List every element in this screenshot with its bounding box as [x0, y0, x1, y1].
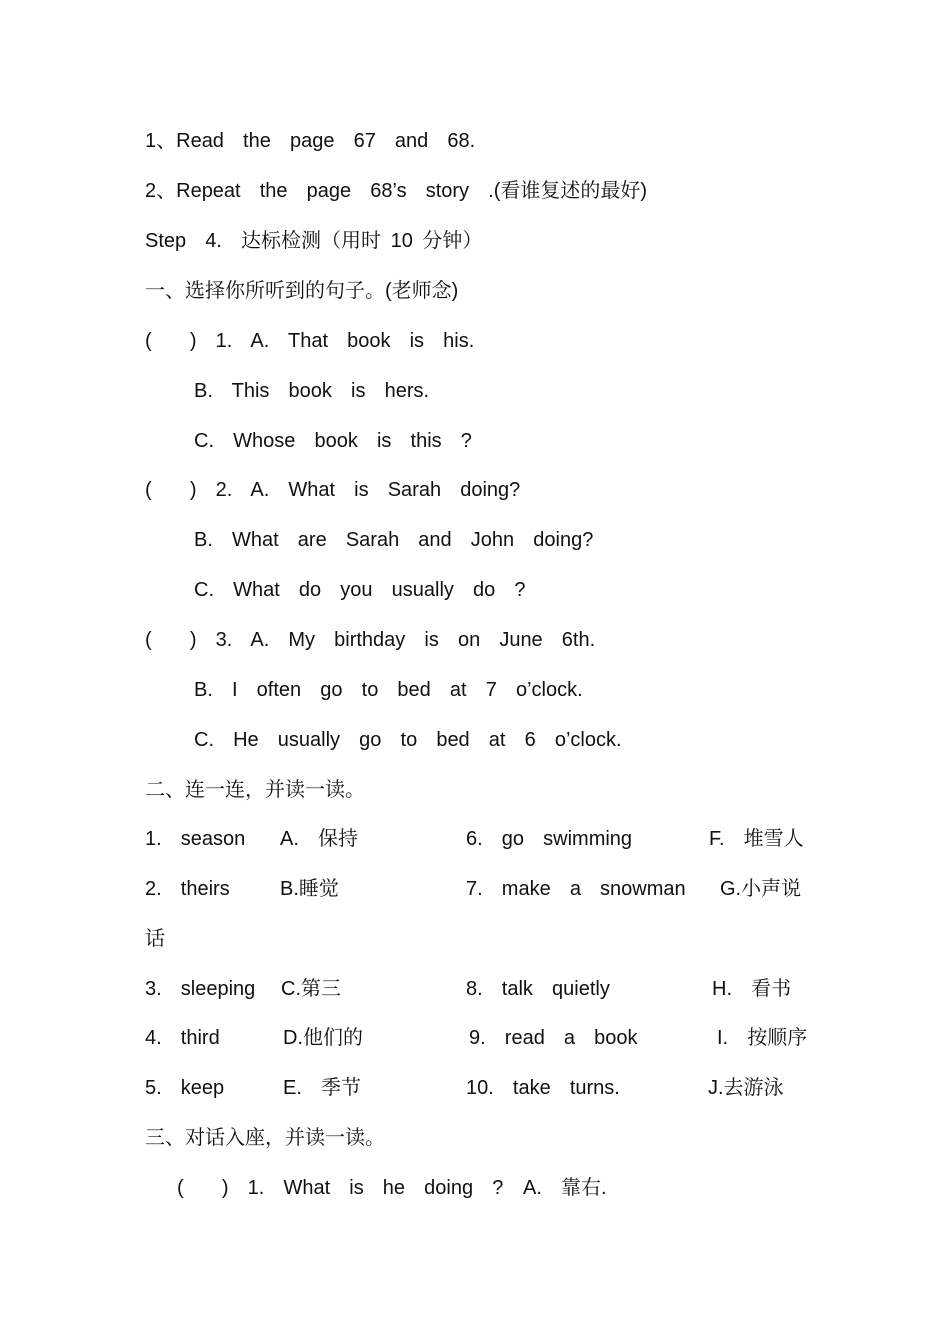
- question-2-stem: ( ) 2. A. What is Sarah doing?: [145, 479, 521, 501]
- matching-word: 2. theirs: [145, 878, 230, 900]
- matching-word: 4. third: [145, 1027, 220, 1049]
- question-2-option-c: C. What do you usually do ?: [194, 579, 526, 601]
- section-1-heading: 一、选择你所听到的句子。(老师念): [145, 280, 459, 302]
- matching-word: 5. keep: [145, 1077, 225, 1099]
- question-3-stem: ( ) 3. A. My birthday is on June 6th.: [145, 629, 596, 651]
- matching-meaning: B.睡觉: [280, 878, 339, 900]
- matching-meaning: D.他们的: [283, 1027, 363, 1049]
- matching-phrase: 6. go swimming: [466, 828, 633, 850]
- matching-meaning: A. 保持: [280, 828, 359, 850]
- matching-phrase-meaning: G.小声说: [720, 878, 802, 900]
- matching-meaning: C.第三: [281, 978, 341, 1000]
- matching-phrase-meaning: I. 按顺序: [717, 1027, 808, 1049]
- question-2-option-b: B. What are Sarah and John doing?: [194, 529, 594, 551]
- intro-line-2: 2、Repeat the page 68’s story .(看谁复述的最好): [145, 180, 648, 202]
- matching-meaning: E. 季节: [283, 1077, 362, 1099]
- question-1-option-c: C. Whose book is this ?: [194, 430, 472, 452]
- dialogue-question-1: ( ) 1. What is he doing ?: [177, 1177, 504, 1199]
- section-3-heading: 三、对话入座，并读一读。: [145, 1127, 385, 1149]
- matching-phrase: 10. take turns.: [466, 1077, 620, 1099]
- matching-phrase: 8. talk quietly: [466, 978, 610, 1000]
- intro-line-1: 1、Read the page 67 and 68.: [145, 130, 476, 152]
- matching-phrase-meaning: F. 堆雪人: [709, 828, 804, 850]
- matching-word: 3. sleeping: [145, 978, 256, 1000]
- question-3-option-c: C. He usually go to bed at 6 o’clock.: [194, 729, 622, 751]
- dialogue-answer-a: A. 靠右.: [523, 1177, 607, 1199]
- matching-wrap-text: 话: [145, 928, 165, 950]
- matching-phrase: 9. read a book: [469, 1027, 638, 1049]
- step-4-heading: Step 4. 达标检测（用时 10 分钟）: [145, 230, 483, 252]
- section-2-heading: 二、连一连，并读一读。: [145, 779, 365, 801]
- question-1-option-b: B. This book is hers.: [194, 380, 430, 402]
- matching-phrase-meaning: J.去游泳: [708, 1077, 784, 1099]
- matching-word: 1. season: [145, 828, 246, 850]
- matching-phrase-meaning: H. 看书: [712, 978, 792, 1000]
- question-1-stem: ( ) 1. A. That book is his.: [145, 330, 475, 352]
- matching-phrase: 7. make a snowman: [466, 878, 686, 900]
- question-3-option-b: B. I often go to bed at 7 o’clock.: [194, 679, 583, 701]
